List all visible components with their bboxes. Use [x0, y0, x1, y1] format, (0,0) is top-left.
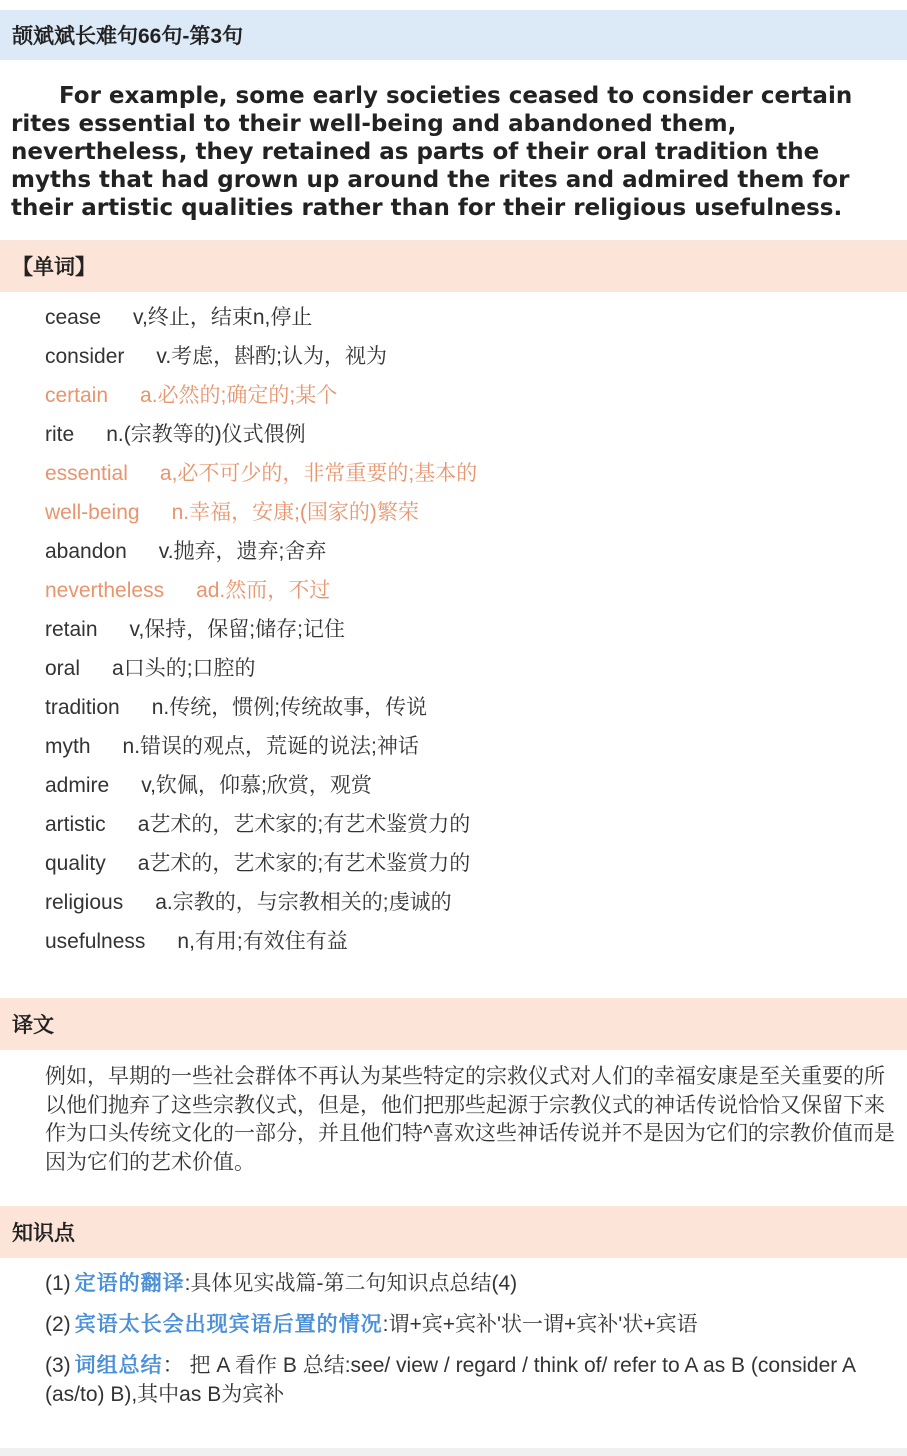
point-detail: :谓+宾+宾补'状一谓+宾补'状+宾语 — [382, 1313, 698, 1336]
vocab-meaning: a艺术的，艺术家的;有艺术鉴赏力的 — [137, 813, 471, 836]
vocab-item — [45, 493, 885, 532]
point-number: (3) — [45, 1354, 71, 1377]
point-keyword: 词组总结 — [74, 1352, 163, 1377]
vocab-word: quality — [45, 852, 106, 875]
vocab-word: oral — [45, 657, 81, 680]
vocab-meaning: a口头的;口腔的 — [112, 657, 256, 680]
vocab-word: usefulness — [45, 930, 146, 953]
vocab-word: rite — [45, 423, 75, 446]
vocab-meaning: v,保持，保留;储存;记住 — [129, 618, 345, 641]
vocab-meaning: a.宗教的，与宗教相关的;虔诚的 — [155, 891, 452, 914]
vocab-item — [45, 376, 885, 415]
vocab-heading: 【单词】 — [0, 240, 907, 292]
vocab-item — [45, 649, 885, 688]
vocab-meaning: v,钦佩，仰慕;欣赏，观赏 — [141, 774, 372, 797]
vocab-word: well-being — [45, 501, 140, 524]
vocab-word: artistic — [45, 813, 106, 836]
vocab-item — [45, 454, 885, 493]
vocab-meaning: v.抛弃，遗弃;舍弃 — [158, 540, 327, 563]
example-sentence: For example, some early societies ceased to consider certain rites essential to their well-being and abandoned them, nevertheless, they retained as parts of their oral tradition the myths that had grown up around the rites and admired them for their artistic qualities rather than for their religious usefulness. — [11, 83, 853, 221]
vocab-item — [45, 298, 885, 337]
vocab-word: cease — [45, 306, 102, 329]
knowledge-point — [45, 1309, 895, 1339]
vocab-word: consider — [45, 345, 125, 368]
vocab-word: certain — [45, 384, 109, 407]
vocab-meaning: n,有用;有效住有益 — [177, 930, 348, 953]
vocab-word: essential — [45, 462, 128, 485]
translation-text: 例如，早期的一些社会群体不再认为某些特定的宗救仪式对人们的幸福安康是至关重要的所以他们抛弃了这些宗教仪式，但是，他们把那些起源于宗教仪式的神话传说恰恰又保留下来作为口头传统文化的一部分，并且他们特^喜欢这些神话传说并不是因为它们的宗教价值而是因为它们的艺术价值。 — [45, 1065, 895, 1174]
vocab-list — [45, 298, 885, 961]
vocab-meaning: v.考虑，斟酌;认为，视为 — [156, 345, 388, 368]
vocab-item — [45, 844, 885, 883]
vocab-word: nevertheless — [45, 579, 165, 602]
vocab-meaning: a,必不可少的，非常重要的;基本的 — [159, 462, 478, 485]
translation-heading: 译文 — [0, 998, 907, 1050]
vocab-item — [45, 571, 885, 610]
point-number: (2) — [45, 1313, 71, 1336]
point-detail: ： 把 A 看作 B 总结:see/ view / regard / think of/ refer to A as B (consider A (as/to) B),其中as B为宾补 — [45, 1354, 855, 1406]
page-title: 颉斌斌长难句66句-第3句 — [0, 10, 907, 60]
vocab-item — [45, 805, 885, 844]
knowledge-point — [45, 1350, 895, 1409]
knowledge-heading: 知识点 — [0, 1206, 907, 1258]
vocab-item — [45, 415, 885, 454]
vocab-meaning: a.必然的;确定的;某个 — [140, 384, 338, 407]
vocab-item — [45, 727, 885, 766]
bottom-divider — [0, 1448, 907, 1456]
vocab-meaning: n.传统，惯例;传统故事，传说 — [151, 696, 428, 719]
vocab-item — [45, 883, 885, 922]
vocab-meaning: v,终止，结束n,停止 — [133, 306, 313, 329]
knowledge-point — [45, 1268, 895, 1298]
vocab-meaning: a艺术的，艺术家的;有艺术鉴赏力的 — [137, 852, 471, 875]
vocab-item — [45, 688, 885, 727]
vocab-word: retain — [45, 618, 98, 641]
vocab-item — [45, 532, 885, 571]
vocab-meaning: ad.然而，不过 — [196, 579, 331, 602]
point-number: (1) — [45, 1272, 71, 1295]
point-keyword: 宾语太长会出现宾语后置的情况 — [74, 1311, 383, 1336]
vocab-word: myth — [45, 735, 91, 758]
point-detail: :具体见实战篇-第二句知识点总结(4) — [184, 1272, 518, 1295]
vocab-word: admire — [45, 774, 110, 797]
knowledge-points — [45, 1268, 895, 1420]
vocab-item — [45, 766, 885, 805]
vocab-word: religious — [45, 891, 124, 914]
point-keyword: 定语的翻译 — [74, 1270, 185, 1295]
vocab-word: abandon — [45, 540, 127, 563]
vocab-item — [45, 610, 885, 649]
vocab-meaning: n.错误的观点，荒诞的说法;神话 — [122, 735, 419, 758]
vocab-item — [45, 922, 885, 961]
vocab-meaning: n.(宗教等的)仪式偎例 — [106, 423, 306, 446]
vocab-item — [45, 337, 885, 376]
vocab-meaning: n.幸福，安康;(国家的)繁荣 — [171, 501, 419, 524]
vocab-word: tradition — [45, 696, 120, 719]
